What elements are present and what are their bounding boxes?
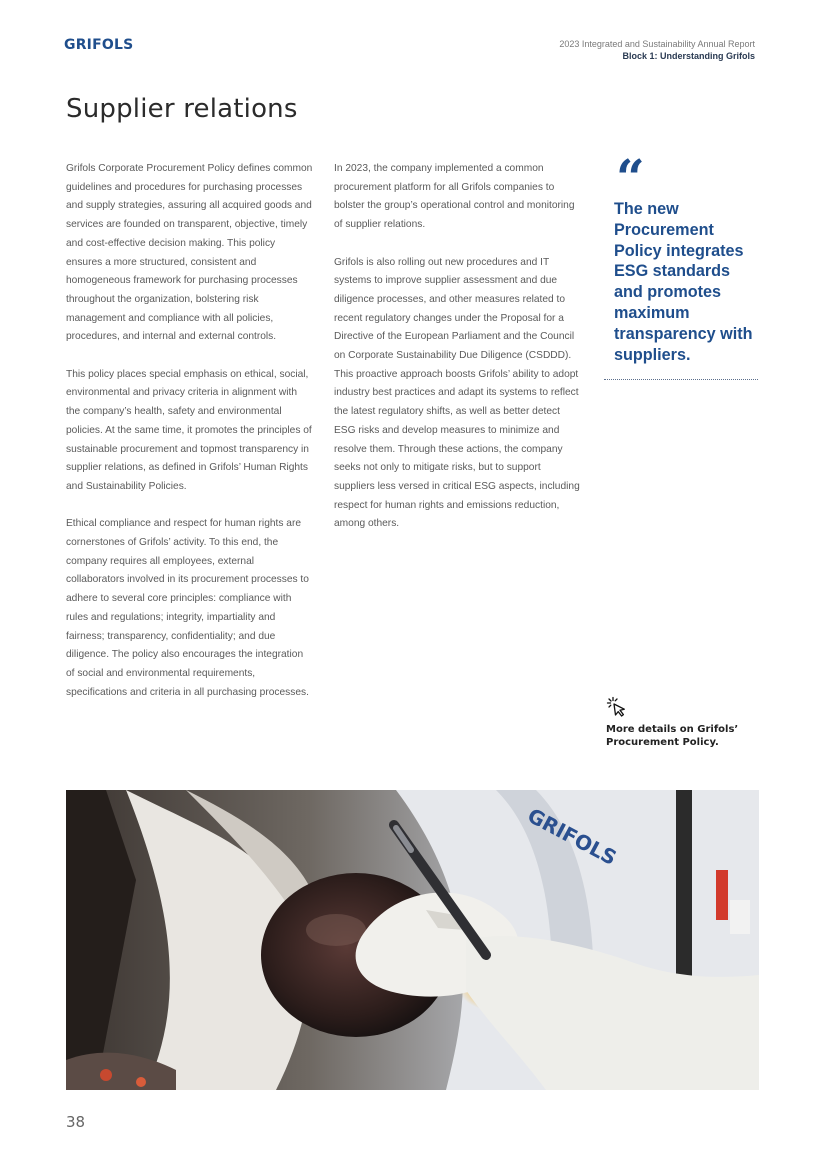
- page-number: 38: [66, 1113, 86, 1131]
- quote-divider: [604, 379, 758, 380]
- block-label: Block 1: Understanding Grifols: [622, 51, 755, 61]
- more-details-text: More details on Grifols’ Procurement Policy.: [606, 724, 739, 748]
- lab-photo: [66, 790, 759, 1090]
- click-cursor-icon: [606, 696, 628, 718]
- paragraph: Grifols is also rolling out new procedures and IT systems to improve supplier assessment and due diligence processes, and other measures related to recent regulatory changes under the Proposal for a Directive of the European Parliament and the Council on Corporate Sustainability Due Diligence (CSDDD). This proactive approach boosts Grifols’ ability to adopt industry best practices and adapt its systems to reflect the latest regulatory shifts, as well as better detect ESG risks and develop measures to minimize and resolve them. Through these actions, the company seeks not only to mitigate risks, but to support suppliers less versed in critical ESG aspects, including respect for human rights and emissions reduction, among others.: [334, 256, 580, 530]
- coat-logo: GRIFOLS: [523, 803, 621, 870]
- page-title: Supplier relations: [66, 94, 298, 124]
- text-column-left: [66, 160, 314, 721]
- report-header: [559, 38, 755, 62]
- report-title: 2023 Integrated and Sustainability Annual Report: [559, 39, 755, 49]
- paragraph: In 2023, the company implemented a common procurement platform for all Grifols companies to bolster the group’s operational control and monitoring of supplier relations.: [334, 163, 575, 231]
- more-details-link[interactable]: [606, 696, 756, 749]
- paragraph: Ethical compliance and respect for human rights are cornerstones of Grifols’ activity. To this end, the company requires all employees, external collaborators involved in its procurement processes to adhere to several core principles: compliance with rules and regulations; integrity, impartiality and fairness; transparency, confidentiality; and due diligence. The policy also encourages the integration of social and environmental requirements, specifications and criteria in all purchasing processes.: [66, 518, 309, 698]
- pull-quote: [604, 148, 762, 380]
- lab-photo-illustration: [66, 790, 759, 1090]
- quote-mark-icon: “: [616, 148, 645, 207]
- pull-quote-text: The new Procurement Policy integrates ESG standards and promotes maximum transparency with suppliers.: [614, 200, 753, 364]
- grifols-logo: GRIFOLS: [64, 37, 134, 53]
- text-column-middle: [334, 160, 584, 553]
- paragraph: Grifols Corporate Procurement Policy defines common guidelines and procedures for purchasing processes and supply strategies, assuring all acquired goods and services are founded on transparent, objective, timely and cost-effective decision making. This policy ensures a more structured, consistent and homogeneous framework for purchasing processes throughout the organization, bolstering risk management and compliance with all policies, procedures, and internal and external controls.: [66, 163, 313, 343]
- paragraph: This policy places special emphasis on ethical, social, environmental and privacy criteria in alignment with the company’s health, safety and environmental policies. At the same time, it promotes the principles of sustainable procurement and topmost transparency in supplier relations, as defined in Grifols’ Human Rights and Sustainability Policies.: [66, 368, 312, 492]
